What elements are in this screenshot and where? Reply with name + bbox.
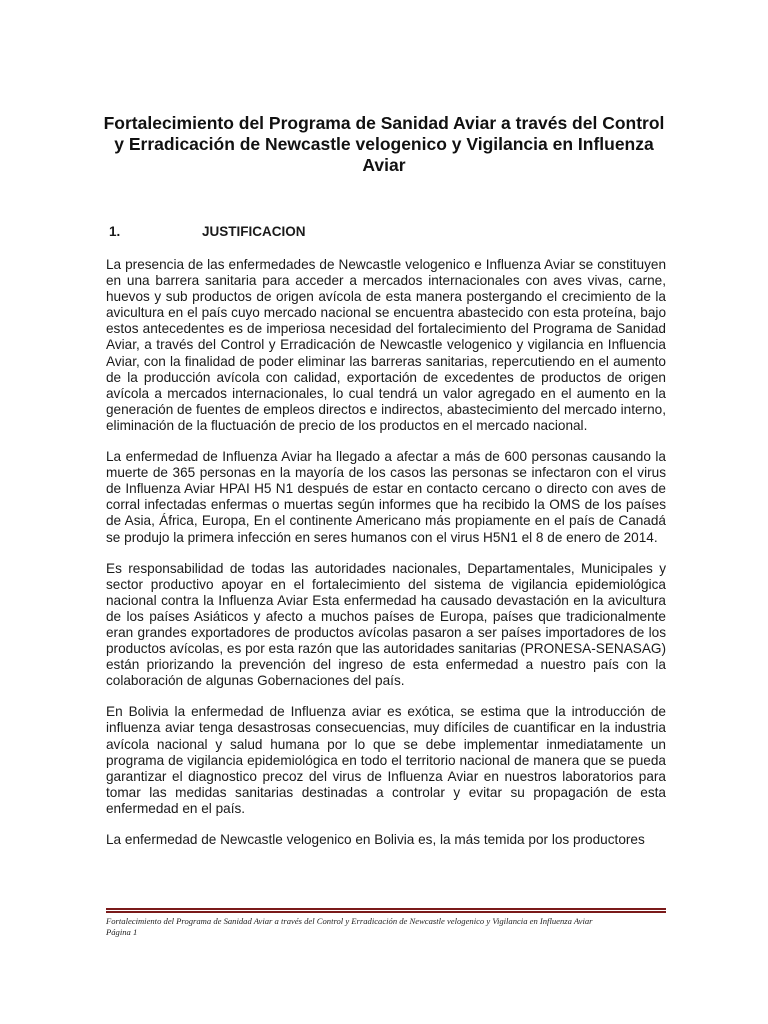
paragraph: La enfermedad de Influenza Aviar ha llegado a afectar a más de 600 personas causando la muerte de 365 personas en la mayoría de los casos las personas se infectaron con el virus de Influenza Aviar HPAI H5 N1 después de estar en contacto cercano o directo con aves de corral infectadas enfermas o muertas según informes que ha recibido la OMS de los países de Asia, África, Europa, En el continente Americano más propiamente en el país de Canadá se produjo la primera infección en seres humanos con el virus H5N1 el 8 de enero de 2014. xyxy=(106,449,666,545)
section-title: JUSTIFICACION xyxy=(202,224,306,239)
footer-page-number: Página 1 xyxy=(106,927,138,937)
footer-divider xyxy=(106,908,666,913)
page-footer xyxy=(106,916,666,938)
paragraph: La presencia de las enfermedades de Newcastle velogenico e Influenza Aviar se constituyen en una barrera sanitaria para acceder a mercados internacionales con aves vivas, carne, huevos y sub productos de origen avícola de esta manera postergando el crecimiento de la avicultura en el país cuyo mercado nacional se encuentra abastecido con esta proteína, bajo estos antecedentes es de imperiosa necesidad del fortalecimiento del Programa de Sanidad Aviar, a través del Control y Erradicación de Newcastle velogenico y vigilancia en Influencia Aviar, con la finalidad de poder eliminar las barreras sanitarias, repercutiendo en el aumento de la producción avícola con calidad, exportación de excedentes de productos de origen avícola a mercados internacionales, lo cual tendrá un valor agregado en el aumento en la generación de fuentes de empleos directos e indirectos, abastecimiento del mercado interno, eliminación de la fluctuación de precio de los productos en el mercado nacional. xyxy=(106,257,666,433)
document-body xyxy=(106,257,666,848)
document-title: Fortalecimiento del Programa de Sanidad Aviar a través del Control y Erradicación de Newcastle velogenico y Vigilancia en Influenza Aviar xyxy=(103,113,665,175)
footer-running-title: Fortalecimiento del Programa de Sanidad Aviar a través del Control y Erradicación de Newcastle velogenico y Vigilancia en Influenza Aviar xyxy=(106,916,593,926)
section-heading xyxy=(109,224,306,240)
section-number: 1. xyxy=(109,224,121,239)
paragraph: La enfermedad de Newcastle velogenico en Bolivia es, la más temida por los productores xyxy=(106,832,645,847)
paragraph: Es responsabilidad de todas las autoridades nacionales, Departamentales, Municipales y sector productivo apoyar en el fortalecimiento del sistema de vigilancia epidemiológica nacional contra la Influenza Aviar Esta enfermedad ha causado devastación en la avicultura de los países Asiáticos y afecto a muchos países de Europa, países que tradicionalmente eran grandes exportadores de productos avícolas pasaron a ser países importadores de los productos avícolas, es por esta razón que las autoridades sanitarias (PRONESA-SENASAG) están priorizando la prevención del ingreso de esta enfermedad a nuestro país con la colaboración de algunas Gobernaciones del país. xyxy=(106,560,666,689)
paragraph: En Bolivia la enfermedad de Influenza aviar es exótica, se estima que la introducción de influenza aviar tenga desastrosas consecuencias, muy difíciles de cuantificar en la industria avícola nacional y salud humana por lo que se debe implementar inmediatamente un programa de vigilancia epidemiológica en todo el territorio nacional de manera que se pueda garantizar el diagnostico precoz del virus de Influenza Aviar en nuestros laboratorios para tomar las medidas sanitarias destinadas a controlar y evitar su propagación de esta enfermedad en el país. xyxy=(106,704,666,816)
